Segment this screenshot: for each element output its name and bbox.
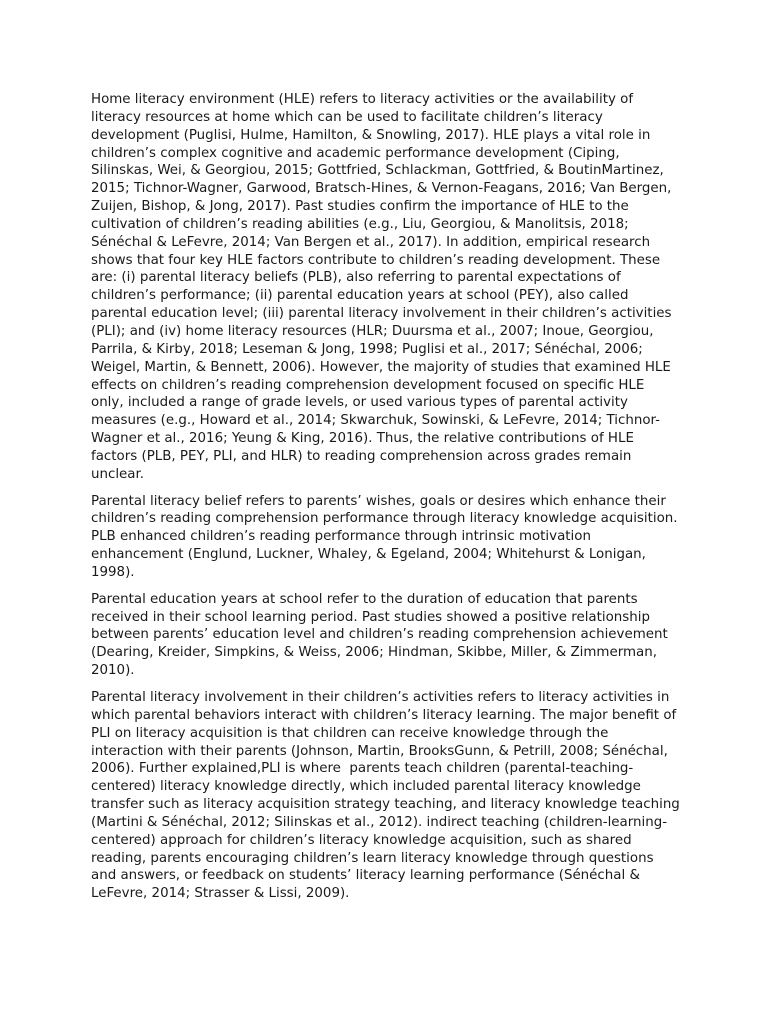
paragraph-parental-literacy-involvement: Parental literacy involvement in their children’s activities refers to literacy activities in which parental behaviors interact with children’s literacy learning. The major benefit of PLI on literacy acquisition is that children can receive knowledge through the interaction with their parents (Johnson, Martin, BrooksGunn, & Petrill, 2008; Sénéchal, 2006). Further explained,PLI is where parents teach children (parental-teaching-centered) literacy knowledge directly, which included parental literacy knowledge transfer such as literacy acquisition strategy teaching, and literacy knowledge teaching (Martini & Sénéchal, 2012; Silinskas et al., 2012). indirect teaching (children-learning-centered) approach for children’s literacy knowledge acquisition, such as shared reading, parents encouraging children’s learn literacy knowledge through questions and answers, or feedback on students’ literacy learning performance (Sénéchal & LeFevre, 2014; Strasser & Lissi, 2009). bbox=[91, 690, 685, 902]
paragraph-parental-literacy-belief: Parental literacy belief refers to parents’ wishes, goals or desires which enhance their children’s reading comprehension performance through literacy knowledge acquisition. PLB enhanced children’s reading performance through intrinsic motivation enhancement (Englund, Luckner, Whaley, & Egeland, 2004; Whitehurst & Lonigan, 1998). bbox=[91, 493, 682, 580]
document-body bbox=[91, 91, 685, 912]
paragraph-parental-education-years: Parental education years at school refer to the duration of education that parents received in their school learning period. Past studies showed a positive relationship between parents’ education level and children’s reading comprehension achievement (Dearing, Kreider, Simpkins, & Weiss, 2006; Hindman, Skibbe, Miller, & Zimmerman, 2010). bbox=[91, 591, 672, 679]
paragraph-hle-definition: Home literacy environment (HLE) refers to literacy activities or the availability of literacy resources at home which can be used to facilitate children’s literacy development (Puglisi, Hulme, Hamilton, & Snowling, 2017). HLE plays a vital role in children’s complex cognitive and academic performance development (Ciping, Silinskas, Wei, & Georgiou, 2015; Gottfried, Schlackman, Gottfried, & BoutinMartinez, 2015; Tichnor-Wagner, Garwood, Bratsch-Hines, & Vernon-Feagans, 2016; Van Bergen, Zuijen, Bishop, & Jong, 2017). Past studies confirm the importance of HLE to the cultivation of children’s reading abilities (e.g., Liu, Georgiou, & Manolitsis, 2018; Sénéchal & LeFevre, 2014; Van Bergen et al., 2017). In addition, empirical research shows that four key HLE factors contribute to children’s reading development. These are: (i) parental literacy beliefs (PLB), also referring to parental expectations of children’s performance; (ii) parental education years at school (PEY), also called parental education level; (iii) parental literacy involvement in their children’s activities (PLI); and (iv) home literacy resources (HLR; Duursma et al., 2007; Inoue, Georgiou, Parrila, & Kirby, 2018; Leseman & Jong, 1998; Puglisi et al., 2017; Sénéchal, 2006; Weigel, Martin, & Bennett, 2006). However, the majority of studies that examined HLE effects on children’s reading comprehension development focused on specific HLE only, included a range of grade levels, or used various types of parental activity measures (e.g., Howard et al., 2014; Skwarchuk, Sowinski, & LeFevre, 2014; Tichnor-Wagner et al., 2016; Yeung & King, 2016). Thus, the relative contributions of HLE factors (PLB, PEY, PLI, and HLR) to reading comprehension across grades remain unclear. bbox=[91, 92, 676, 482]
